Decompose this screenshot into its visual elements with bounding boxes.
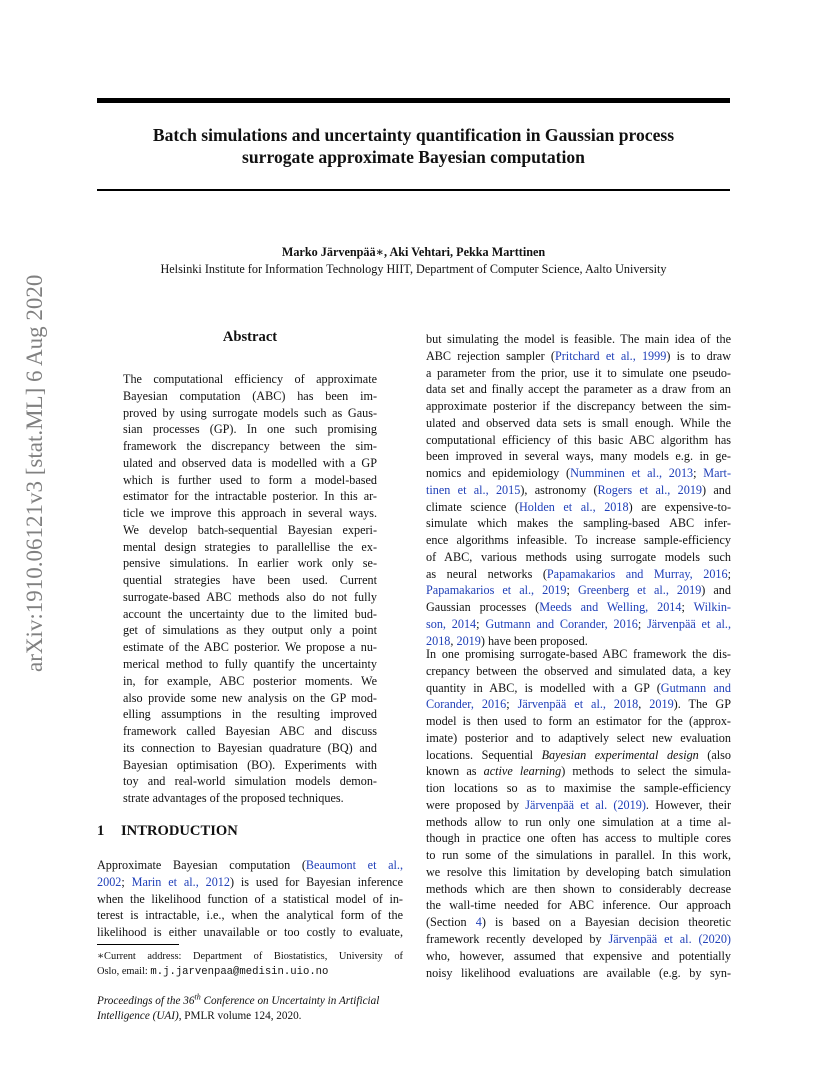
abstract-line: pensive simulations. In earlier work only se- xyxy=(123,556,377,571)
text-span: ; xyxy=(727,566,731,581)
section-heading xyxy=(97,823,238,840)
text-line xyxy=(426,415,731,432)
text-span: climate science ( xyxy=(426,499,519,514)
text-line xyxy=(426,599,731,616)
text-span: methods allow to run only one simulation at a time al- xyxy=(426,814,731,829)
abstract-line: surrogate-based ABC methods also do not fully xyxy=(123,589,377,604)
text-span: ), astronomy ( xyxy=(520,482,598,497)
text-line xyxy=(426,897,731,914)
proceedings-note xyxy=(97,994,403,1024)
abstract-line: ulated and observed data is modelled with a GP xyxy=(123,455,377,470)
text-span: ; xyxy=(566,583,578,598)
text-span: the wall-time needed for ABC inference. Our approach xyxy=(426,898,731,913)
email-address[interactable]: m.j.jarvenpaa@medisin.uio.no xyxy=(150,966,329,978)
text-line xyxy=(426,747,731,764)
citation-link[interactable]: Meeds and Welling, 2014 xyxy=(539,600,682,615)
text-span: nomics and epidemiology ( xyxy=(426,466,571,481)
top-rule xyxy=(97,98,730,103)
text-span: ) methods to select the simula- xyxy=(561,764,731,779)
abstract-line: ticle we improve this approach in several ways. xyxy=(123,506,377,521)
text-span: ; xyxy=(681,600,694,615)
text-span: were proposed by xyxy=(426,797,526,812)
footnote xyxy=(97,949,403,979)
text-line xyxy=(426,448,731,465)
abstract-line: Bayesian computation (ABC) has been im- xyxy=(123,388,377,403)
abstract-body xyxy=(123,371,377,807)
abstract-line: which is further used to form a model-based xyxy=(123,472,377,487)
abstract-line: proved by using surrogate models such as Gaus- xyxy=(123,405,377,420)
text-span: who, however, assumed that expensive and potentially xyxy=(426,948,731,963)
text-line xyxy=(97,874,403,891)
text-span: model is then used to form an estimator for the (approx- xyxy=(426,714,731,729)
text-span: In one promising surrogate-based ABC framework the dis- xyxy=(426,647,731,661)
abstract-line: also provide some new analysis on the GP mod- xyxy=(123,690,377,705)
affiliation: Helsinki Institute for Information Technology HIIT, Department of Computer Science, Aalto University xyxy=(160,262,667,276)
text-line xyxy=(426,814,731,831)
superscript: th xyxy=(194,992,201,1002)
text-span: , PMLR volume 124, 2020. xyxy=(178,1010,302,1022)
citation-link[interactable]: 2018 xyxy=(426,633,451,648)
text-line xyxy=(426,780,731,797)
intro-left-paragraph xyxy=(97,857,403,941)
text-line xyxy=(426,398,731,415)
abstract-line: account the uncertainty due to the limited bud- xyxy=(123,606,377,621)
abstract-line: We develop batch-sequential Bayesian experi- xyxy=(123,522,377,537)
text-span: simulate which makes the sampling-based ABC infer- xyxy=(426,516,731,531)
paper-title xyxy=(97,124,730,168)
text-span: methods which are then shown to considerably decrease xyxy=(426,881,731,896)
text-span: ulated and observed data sets is small enough. While the xyxy=(426,415,731,430)
text-span: ) have been proposed. xyxy=(480,633,588,648)
citation-link[interactable]: Pritchard et al., 1999 xyxy=(554,348,667,363)
citation-link[interactable]: Papamakarios and Murray, 2016 xyxy=(546,566,728,581)
abstract-line: its connection to Bayesian quadrature (BQ) and xyxy=(123,740,377,755)
text-line xyxy=(426,730,731,747)
text-line xyxy=(426,931,731,948)
text-line xyxy=(426,532,731,549)
text-span: Oslo, email: xyxy=(97,966,151,977)
citation-link[interactable]: Holden et al., 2018 xyxy=(518,499,629,514)
text-line xyxy=(97,857,403,874)
text-span: locations. Sequential xyxy=(426,747,542,762)
title-rule xyxy=(97,189,730,191)
text-line xyxy=(426,713,731,730)
footnote-line: ∗Current address: Department of Biostatistics, University of xyxy=(97,951,403,962)
citation-link[interactable]: Järvenpää et al. (2020) xyxy=(608,932,731,947)
text-line xyxy=(426,381,731,398)
abstract-heading: Abstract xyxy=(222,329,278,345)
text-span: known as xyxy=(426,764,484,779)
intro-right-paragraph-1 xyxy=(426,331,731,650)
text-span: Gaussian processes ( xyxy=(426,600,540,615)
abstract-line: estimator for the intractable posterior. In this ar- xyxy=(123,489,377,504)
text-line xyxy=(426,914,731,931)
text-span: Proceedings of the 36 xyxy=(97,995,195,1007)
text-span: tion locations so as to maximise the sample-efficiency xyxy=(426,781,731,796)
text-span: ; xyxy=(476,617,486,632)
text-span: ; xyxy=(637,617,648,632)
arxiv-stamp: arXiv:1910.06121v3 [stat.ML] 6 Aug 2020 xyxy=(22,274,47,672)
text-line xyxy=(426,646,731,663)
citation-link[interactable]: Corander, 2016 xyxy=(426,697,507,712)
text-line xyxy=(426,348,731,365)
abstract-line: strate advantages of the proposed techniques. xyxy=(123,791,344,806)
section-title: INTRODUCTION xyxy=(121,823,238,839)
citation-link[interactable]: 2019 xyxy=(649,697,674,712)
text-span: framework recently developed by xyxy=(426,932,609,947)
abstract-line: sian processes (GP). In one such promising xyxy=(123,422,377,437)
citation-link[interactable]: Greenberg et al., 2019 xyxy=(577,583,702,598)
text-span: to run some of the simulations in parallel. In this work, xyxy=(426,848,731,863)
text-line: when the likelihood function of a statistical model of in- xyxy=(97,891,403,906)
abstract-line: mental design strategies to parallellise the ex- xyxy=(123,539,377,554)
citation-link[interactable]: Numminen et al., 2013 xyxy=(570,466,694,481)
text-span: ) and xyxy=(702,482,731,497)
text-span: (also xyxy=(698,747,731,762)
text-line xyxy=(426,515,731,532)
title-line: Batch simulations and uncertainty quantification in Gaussian process xyxy=(152,125,675,145)
citation-link[interactable]: Gutmann and Corander, 2016 xyxy=(485,617,638,632)
text-span: ) is based on a Bayesian decision theoretic xyxy=(481,915,731,930)
text-span: ; xyxy=(506,697,518,712)
citation-link[interactable]: Marin et al., 2012 xyxy=(131,874,230,889)
abstract-line: framework the discrepancy between the sim- xyxy=(123,439,377,454)
abstract-line: in, for example, ABC posterior moments. We xyxy=(123,673,377,688)
text-line xyxy=(426,616,731,633)
text-line xyxy=(426,549,731,566)
text-line xyxy=(426,331,731,348)
text-span: quantity in ABC, is modelled with a GP ( xyxy=(426,680,661,695)
text-span: ) is used for Bayesian inference xyxy=(230,874,403,889)
text-line xyxy=(426,465,731,482)
abstract-line: Bayesian optimisation (BO). Experiments with xyxy=(123,757,377,772)
text-span: ). The GP xyxy=(673,697,732,712)
citation-link[interactable]: Beaumont et al., xyxy=(305,858,404,872)
citation-link[interactable]: Gutmann and xyxy=(660,680,731,695)
text-line xyxy=(426,797,731,814)
text-line xyxy=(426,864,731,881)
text-line xyxy=(426,499,731,516)
text-span: approximate posterior if the discrepancy between the sim- xyxy=(426,399,731,414)
citation-link[interactable]: Wilkin- xyxy=(693,600,731,615)
text-line xyxy=(426,763,731,780)
text-span: ) is to draw xyxy=(666,348,732,363)
section-number: 1 xyxy=(97,823,105,839)
abstract-line: framework called Bayesian ABC and discuss xyxy=(123,724,377,739)
text-span: active learning xyxy=(483,764,562,779)
text-span: of ABC, various methods using surrogate models such xyxy=(426,549,731,564)
text-line xyxy=(426,663,731,680)
proceedings-line xyxy=(97,994,403,1009)
text-span: though in practice one often has access to multiple cores xyxy=(426,831,731,846)
citation-link[interactable]: 2019 xyxy=(456,633,481,648)
abstract-line: quential strategies have been used. Current xyxy=(123,573,377,588)
text-span: Approximate Bayesian computation ( xyxy=(97,858,306,872)
title-line: surrogate approximate Bayesian computation xyxy=(242,147,585,167)
citation-link[interactable]: 4 xyxy=(475,915,482,930)
text-span: data set and finally accept the parameter as a draw from an xyxy=(426,382,731,397)
citation-link[interactable]: son, 2014 xyxy=(426,617,477,632)
text-span: a parameter from the prior, use it to simulate one pseudo- xyxy=(426,365,731,380)
text-span: , xyxy=(638,697,650,712)
text-span: but simulating the model is feasible. The main idea of the xyxy=(426,332,731,346)
text-span: ABC rejection sampler ( xyxy=(426,348,555,363)
text-span: . However, their xyxy=(645,797,732,812)
citation-link[interactable]: Järvenpää et al., xyxy=(647,617,732,632)
text-span: Conference on Uncertainty in Artificial xyxy=(200,995,380,1007)
text-line xyxy=(426,566,731,583)
citation-link[interactable]: Rogers et al., 2019 xyxy=(597,482,703,497)
text-span: , xyxy=(450,633,457,648)
text-span: Bayesian experimental design xyxy=(541,747,699,762)
text-line xyxy=(426,965,731,982)
text-span: imate) posterior and to adaptively select new evaluation xyxy=(426,730,731,745)
text-span: ence algorithms infeasible. To increase sample-efficiency xyxy=(426,533,731,548)
text-span: we resolve this limitation by developing batch simulation xyxy=(426,864,731,879)
abstract-line: get of simulations as they output only a point xyxy=(123,623,377,638)
text-span: noisy likelihood evaluations are available (e.g. by syn- xyxy=(426,965,731,980)
text-span: Intelligence (UAI) xyxy=(97,1010,179,1022)
text-span: crepancy between the observed and simulated data, a key xyxy=(426,663,731,678)
abstract-line: toy and real-world simulation models demon- xyxy=(123,774,377,789)
proceedings-line xyxy=(97,1009,403,1024)
citation-link[interactable]: Järvenpää et al. (2019) xyxy=(525,797,646,812)
text-line xyxy=(426,696,731,713)
citation-link[interactable]: 2002 xyxy=(97,874,122,889)
text-span: ) and xyxy=(701,583,731,598)
text-span: been improved in several ways, many models e.g. in ge- xyxy=(426,449,731,464)
intro-right-paragraph-2 xyxy=(426,646,731,981)
abstract-line: estimate of the ABC posterior. We propose a nu- xyxy=(123,640,377,655)
citation-link[interactable]: Järvenpää et al., 2018 xyxy=(517,697,639,712)
text-line xyxy=(426,948,731,965)
text-span: ; xyxy=(121,874,132,889)
text-span: computational efficiency of this basic ABC algorithm has xyxy=(426,432,731,447)
text-line xyxy=(426,830,731,847)
text-line xyxy=(426,482,731,499)
authors: Marko Järvenpää∗, Aki Vehtari, Pekka Marttinen xyxy=(281,245,546,259)
abstract-line: The computational efficiency of approximate xyxy=(123,372,377,386)
abstract-line: merical method to fully quantify the uncertainty xyxy=(123,657,377,672)
text-line xyxy=(426,680,731,697)
text-line xyxy=(426,365,731,382)
citation-link[interactable]: tinen et al., 2015 xyxy=(426,482,521,497)
text-span: ; xyxy=(693,466,704,481)
text-line xyxy=(426,582,731,599)
text-line: likelihood is either unavailable or too costly to evaluate, xyxy=(97,925,403,940)
text-span: (Section xyxy=(426,915,476,930)
footnote-rule xyxy=(97,944,179,945)
abstract-line: elling assumptions in the resulting improved xyxy=(123,707,377,722)
text-line xyxy=(426,881,731,898)
footnote-line xyxy=(97,964,403,979)
text-span: as neural networks ( xyxy=(426,566,547,581)
text-span: ) are expensive-to- xyxy=(628,499,731,514)
text-line xyxy=(426,432,731,449)
text-line: terest is intractable, i.e., when the analytical form of the xyxy=(97,908,403,923)
citation-link[interactable]: Papamakarios et al., 2019 xyxy=(426,583,567,598)
citation-link[interactable]: Mart- xyxy=(703,466,731,481)
text-line xyxy=(426,847,731,864)
